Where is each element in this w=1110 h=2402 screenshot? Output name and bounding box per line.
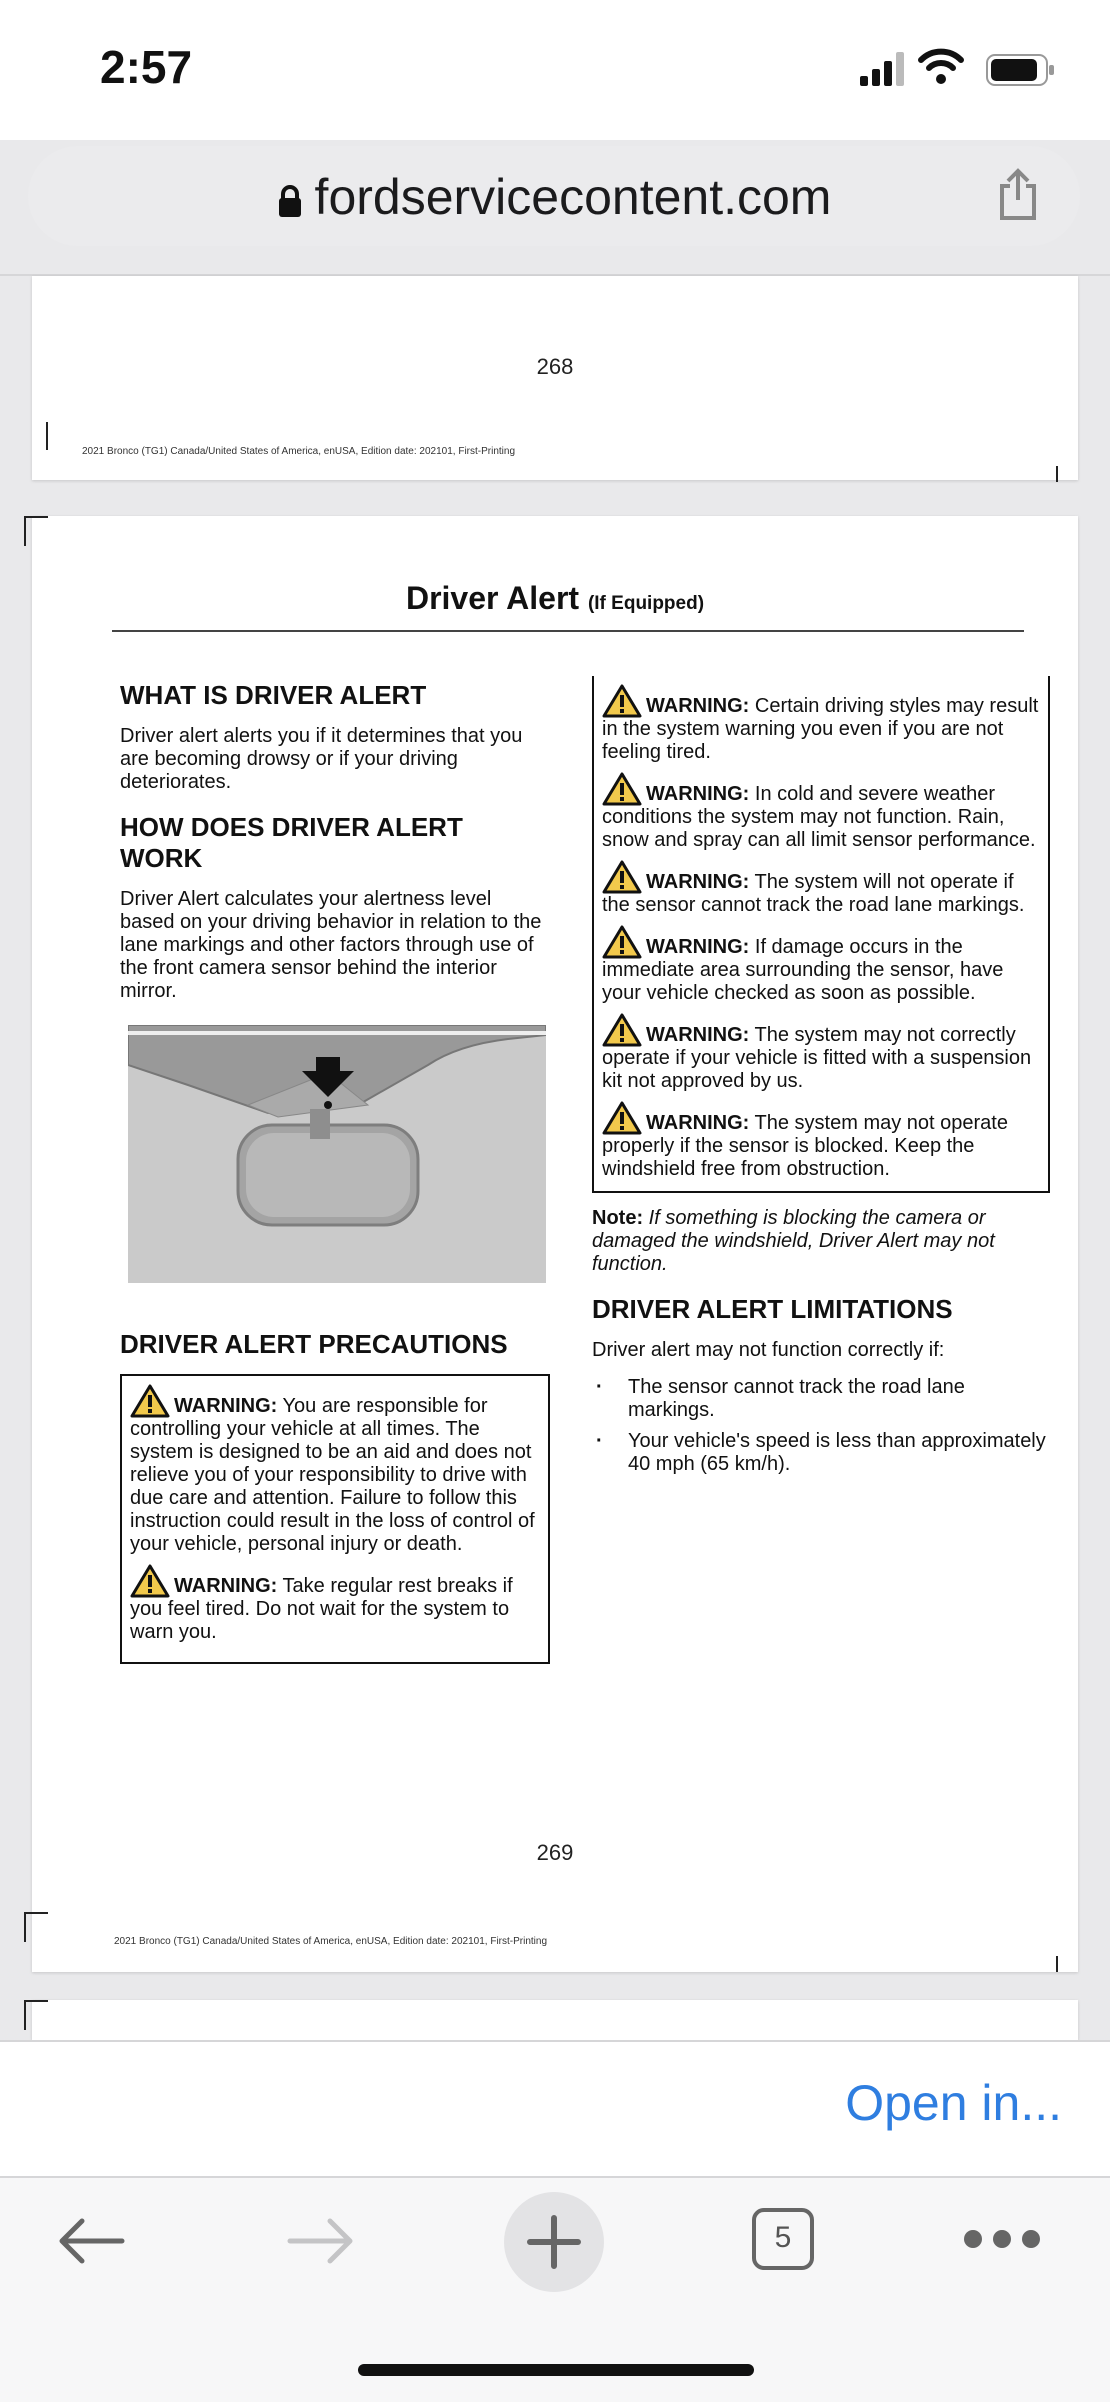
list-item: · Your vehicle's speed is less than approximately 40 mph (65 km/h). (592, 1430, 1050, 1476)
warning-box (592, 676, 1050, 1193)
note-label: Note: (592, 1207, 644, 1229)
warning-triangle-icon (130, 1564, 170, 1598)
warning-item (602, 1101, 1040, 1181)
warning-label: WARNING: (174, 1575, 278, 1597)
wifi-icon (918, 48, 964, 84)
url-domain: fordservicecontent.com (314, 169, 832, 225)
forward-arrow-icon[interactable] (286, 2218, 356, 2264)
section-text: Driver Alert calculates your alertness level based on your driving behavior in relation to the lane markings and other factors through use of the front camera sensor behind the interior mirror. (120, 888, 542, 1002)
section-heading: WHAT IS DRIVER ALERT (120, 680, 427, 710)
note-text: If something is blocking the camera or damaged the windshield, Driver Alert may not function. (592, 1207, 995, 1275)
camera-sensor-illustration (128, 1025, 546, 1283)
warning-triangle-icon (130, 1384, 170, 1418)
clock: 2:57 (100, 41, 193, 93)
warning-label: WARNING: (646, 1024, 750, 1046)
page-number: 269 (536, 1840, 574, 1865)
warning-box (120, 1374, 550, 1664)
warning-text: Take regular rest breaks if you feel tired. Do not wait for the system to warn you. (130, 1575, 513, 1643)
pdf-page-269 (32, 516, 1078, 1972)
signal-icon (860, 52, 904, 86)
warning-triangle-icon (602, 1013, 642, 1047)
back-arrow-icon[interactable] (56, 2218, 126, 2264)
warning-text: The system may not operate properly if the sensor is blocked. Keep the windshield free from obstruction. (602, 1112, 1008, 1180)
page-footer: 2021 Bronco (TG1) Canada/United States of America, enUSA, Edition date: 202101, First-Printing (114, 1936, 548, 1947)
warning-item (602, 860, 1040, 917)
warning-label: WARNING: (646, 1112, 750, 1134)
share-icon[interactable] (996, 168, 1040, 222)
tabs-button[interactable]: 5 (752, 2208, 814, 2270)
warning-triangle-icon (602, 684, 642, 718)
page-title-text: Driver Alert (405, 580, 580, 616)
plus-icon (504, 2192, 604, 2292)
warning-text: You are responsible for controlling your vehicle at all times. The system is designed to be an aid and does not relieve you of your responsibility to drive with due care and attention. Failure to follow this instruction could result in the loss of control of your vehicle, personal injury or death. (130, 1395, 535, 1555)
warning-label: WARNING: (646, 783, 750, 805)
page-number: 268 (536, 354, 574, 379)
page-title (32, 580, 1078, 617)
pdf-page-next (32, 2000, 1078, 2040)
warning-item (602, 772, 1040, 852)
section-heading: DRIVER ALERT LIMITATIONS (592, 1294, 953, 1324)
section-heading: HOW DOES DRIVER ALERT WORK (120, 812, 463, 873)
warning-triangle-icon (602, 925, 642, 959)
warning-item (602, 684, 1040, 764)
warning-label: WARNING: (646, 871, 750, 893)
open-in-button[interactable]: Open in... (845, 2075, 1062, 2131)
section-text: Driver alert may not function correctly if: (592, 1339, 945, 1361)
list-item: · The sensor cannot track the road lane markings. (592, 1376, 1050, 1422)
warning-triangle-icon (602, 860, 642, 894)
right-column (592, 676, 1050, 1484)
page-title-suffix: (If Equipped) (587, 593, 705, 614)
warning-text: In cold and severe weather conditions the system may not function. Rain, snow and spray can all limit sensor performance. (602, 783, 1036, 851)
left-column (120, 662, 550, 1664)
new-tab-button[interactable] (504, 2192, 604, 2292)
status-bar (0, 0, 1110, 140)
section-text: Driver alert alerts you if it determines that you are becoming drowsy or if your driving deteriorates. (120, 725, 523, 793)
limitations-list (592, 1376, 1050, 1476)
warning-text: The system may not correctly operate if your vehicle is fitted with a suspension kit not approved by us. (602, 1024, 1032, 1092)
warning-item (602, 925, 1040, 1005)
warning-item (130, 1564, 540, 1644)
more-icon[interactable] (962, 2228, 1042, 2250)
open-in-bar (0, 2040, 1110, 2178)
pdf-page-268 (32, 276, 1078, 480)
warning-label: WARNING: (646, 936, 750, 958)
warning-text: The system will not operate if the sensor cannot track the road lane markings. (602, 871, 1025, 916)
warning-triangle-icon (602, 772, 642, 806)
warning-item (130, 1384, 540, 1556)
section-heading: DRIVER ALERT PRECAUTIONS (120, 1329, 508, 1359)
warning-label: WARNING: (174, 1395, 278, 1417)
warning-text: If damage occurs in the immediate area surrounding the sensor, have your vehicle checked as soon as possible. (602, 936, 1004, 1004)
warning-triangle-icon (602, 1101, 642, 1135)
battery-icon (986, 54, 1056, 86)
warning-text: Certain driving styles may result in the system warning you even if you are not feeling tired. (602, 695, 1039, 763)
lock-icon (277, 184, 303, 218)
page-footer: 2021 Bronco (TG1) Canada/United States of America, enUSA, Edition date: 202101, First-Printing (82, 446, 516, 457)
warning-label: WARNING: (646, 695, 750, 717)
home-indicator (358, 2364, 754, 2376)
warning-item (602, 1013, 1040, 1093)
note (592, 1207, 1050, 1276)
address-bar[interactable] (28, 146, 1080, 246)
